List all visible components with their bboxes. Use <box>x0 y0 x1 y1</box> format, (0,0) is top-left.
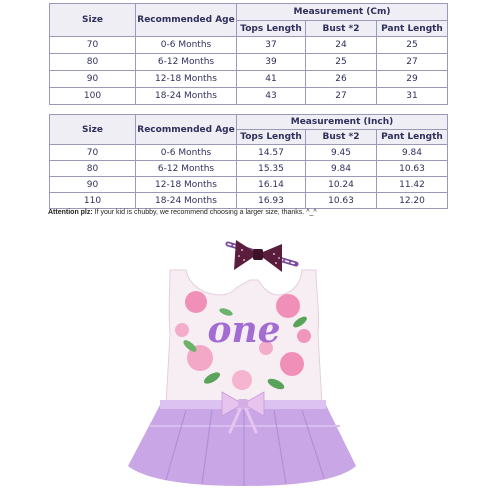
romper-print-text: one <box>207 309 281 351</box>
cell-age: 18-24 Months <box>136 193 237 209</box>
cell-pant: 27 <box>377 54 448 71</box>
cell-age: 0-6 Months <box>136 37 237 54</box>
col-header-size: Size <box>50 4 136 37</box>
cell-tops: 41 <box>237 71 306 88</box>
cell-size: 80 <box>50 161 136 177</box>
cell-pant: 29 <box>377 71 448 88</box>
cell-bust: 27 <box>306 88 377 105</box>
cell-tops: 37 <box>237 37 306 54</box>
cell-pant: 12.20 <box>377 193 448 209</box>
col-header-measurement: Measurement (Inch) <box>237 115 448 130</box>
cell-bust: 10.63 <box>306 193 377 209</box>
cell-pant: 9.84 <box>377 145 448 161</box>
col-header-pant-length: Pant Length <box>377 130 448 145</box>
cell-tops: 39 <box>237 54 306 71</box>
headband <box>228 240 296 272</box>
col-header-pant-length: Pant Length <box>377 21 448 37</box>
floral-romper <box>166 270 322 405</box>
attention-label: Attention plz: <box>48 209 93 216</box>
size-chart-inch <box>49 114 448 209</box>
col-header-tops-length: Tops Length <box>237 21 306 37</box>
cell-size: 110 <box>50 193 136 209</box>
cell-bust: 26 <box>306 71 377 88</box>
table-row <box>50 37 448 54</box>
cell-size: 100 <box>50 88 136 105</box>
cell-bust: 25 <box>306 54 377 71</box>
product-photo <box>0 230 500 500</box>
cell-tops: 16.14 <box>237 177 306 193</box>
attention-text: If your kid is chubby, we recommend choosing a larger size, thanks. ^_^ <box>92 209 317 216</box>
cell-age: 6-12 Months <box>136 54 237 71</box>
table-row <box>50 145 448 161</box>
cell-tops: 14.57 <box>237 145 306 161</box>
cell-tops: 16.93 <box>237 193 306 209</box>
table-row <box>50 88 448 105</box>
cell-age: 12-18 Months <box>136 71 237 88</box>
table-row <box>50 71 448 88</box>
table-row <box>50 193 448 209</box>
cell-age: 0-6 Months <box>136 145 237 161</box>
col-header-recommended-age: Recommended Age <box>136 4 237 37</box>
cell-pant: 10.63 <box>377 161 448 177</box>
cell-age: 12-18 Months <box>136 177 237 193</box>
cell-size: 90 <box>50 71 136 88</box>
col-header-recommended-age: Recommended Age <box>136 115 237 145</box>
cell-pant: 25 <box>377 37 448 54</box>
table-row <box>50 177 448 193</box>
headband-bow-icon <box>234 240 282 272</box>
col-header-bust: Bust *2 <box>306 21 377 37</box>
tutu-skirt <box>128 400 356 486</box>
cell-tops: 43 <box>237 88 306 105</box>
cell-pant: 11.42 <box>377 177 448 193</box>
cell-size: 70 <box>50 37 136 54</box>
cell-bust: 9.84 <box>306 161 377 177</box>
cell-size: 70 <box>50 145 136 161</box>
cell-size: 90 <box>50 177 136 193</box>
cell-tops: 15.35 <box>237 161 306 177</box>
cell-age: 6-12 Months <box>136 161 237 177</box>
table-row <box>50 161 448 177</box>
cell-bust: 10.24 <box>306 177 377 193</box>
attention-note <box>48 209 458 216</box>
cell-age: 18-24 Months <box>136 88 237 105</box>
col-header-bust: Bust *2 <box>306 130 377 145</box>
cell-pant: 31 <box>377 88 448 105</box>
cell-size: 80 <box>50 54 136 71</box>
col-header-size: Size <box>50 115 136 145</box>
col-header-tops-length: Tops Length <box>237 130 306 145</box>
size-chart-cm <box>49 3 448 105</box>
table-row <box>50 54 448 71</box>
cell-bust: 9.45 <box>306 145 377 161</box>
cell-bust: 24 <box>306 37 377 54</box>
col-header-measurement: Measurement (Cm) <box>237 4 448 21</box>
